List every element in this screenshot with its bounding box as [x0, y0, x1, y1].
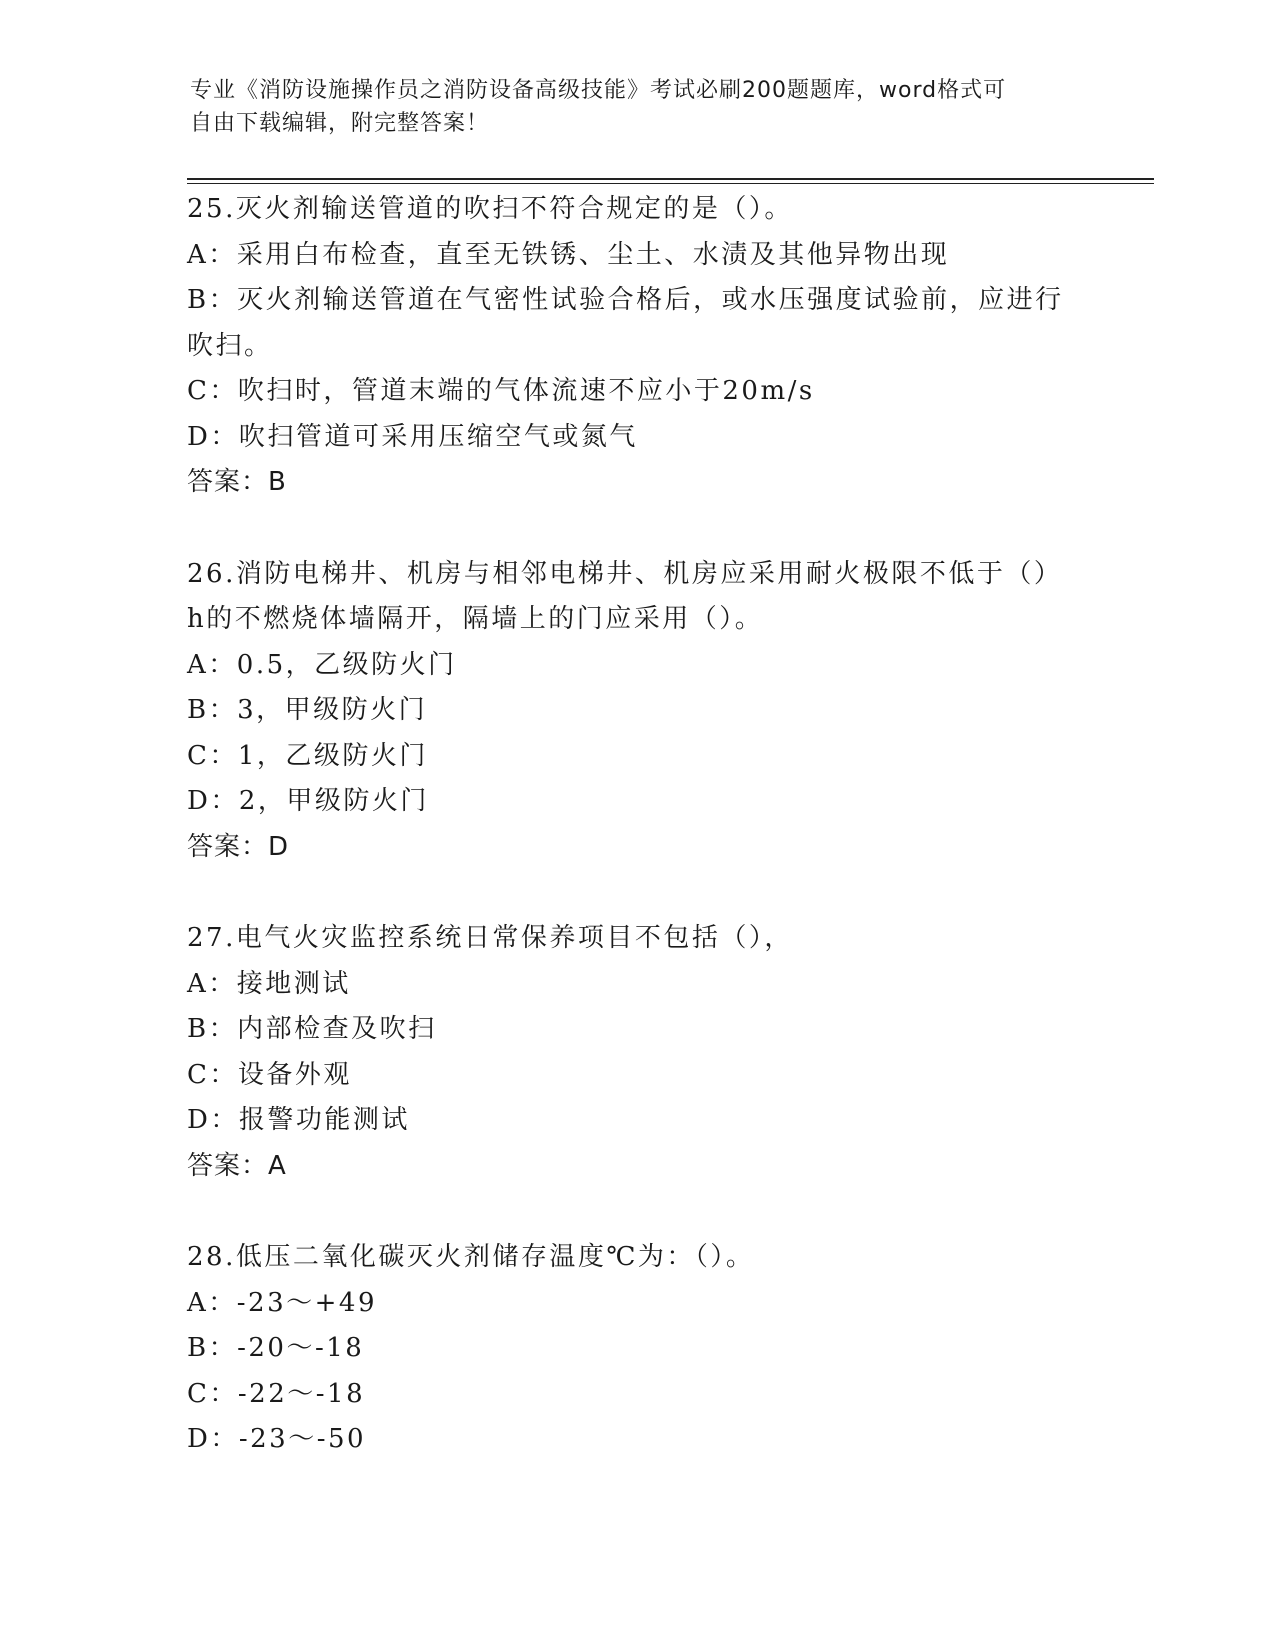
- question-stem: h的不燃烧体墙隔开，隔墙上的门应采用（）。: [187, 604, 764, 634]
- answer-option: A：0.5，乙级防火门: [187, 649, 457, 680]
- answer-option: D：吹扫管道可采用压缩空气或氮气: [187, 421, 638, 452]
- answer-option: C：设备外观: [187, 1059, 352, 1090]
- answer-option: B：灭火剂输送管道在气密性试验合格后，或水压强度试验前，应进行: [187, 285, 1064, 315]
- question-block: [187, 187, 1087, 506]
- question-stem: 27.电气火灾监控系统日常保养项目不包括（），: [187, 923, 793, 953]
- answer-option: 吹扫。: [187, 330, 273, 361]
- answer-option: A：接地测试: [187, 968, 351, 999]
- header-divider-thin: [187, 183, 1154, 184]
- answer-option: C：1，乙级防火门: [187, 740, 428, 771]
- answer-option: B：-20～-18: [187, 1333, 365, 1363]
- question-stem: 28.低压二氧化碳灭火剂储存温度℃为：（）。: [187, 1242, 755, 1272]
- question-stem: 25.灭火剂输送管道的吹扫不符合规定的是（）。: [187, 194, 793, 224]
- answer-option: B：3，甲级防火门: [187, 695, 428, 725]
- question-stem: 26.消防电梯井、机房与相邻电梯井、机房应采用耐火极限不低于（）: [187, 558, 1063, 589]
- header-line-1: 专业《消防设施操作员之消防设备高级技能》考试必刷200题题库，word格式可: [190, 78, 1007, 103]
- question-list: [187, 187, 1087, 1509]
- answer-key: 答案：B: [187, 467, 287, 497]
- question-block: [187, 1235, 1087, 1463]
- answer-option: A：采用白布检查，直至无铁锈、尘土、水渍及其他异物出现: [187, 239, 950, 270]
- question-block: [187, 552, 1087, 871]
- answer-key: 答案：A: [187, 1150, 287, 1181]
- document-header: [190, 74, 1090, 140]
- answer-option: C：-22～-18: [187, 1378, 366, 1409]
- header-divider-thick: [187, 178, 1154, 180]
- header-line-2: 自由下载编辑，附完整答案！: [190, 111, 490, 136]
- answer-option: D：报警功能测试: [187, 1105, 410, 1135]
- answer-option: C：吹扫时，管道末端的气体流速不应小于20m/s: [187, 376, 815, 406]
- answer-option: D：2，甲级防火门: [187, 786, 429, 816]
- answer-option: B：内部检查及吹扫: [187, 1014, 437, 1044]
- question-block: [187, 916, 1087, 1189]
- answer-option: D：-23～-50: [187, 1424, 367, 1454]
- answer-option: A：-23～+49: [187, 1287, 378, 1318]
- answer-key: 答案：D: [187, 831, 290, 862]
